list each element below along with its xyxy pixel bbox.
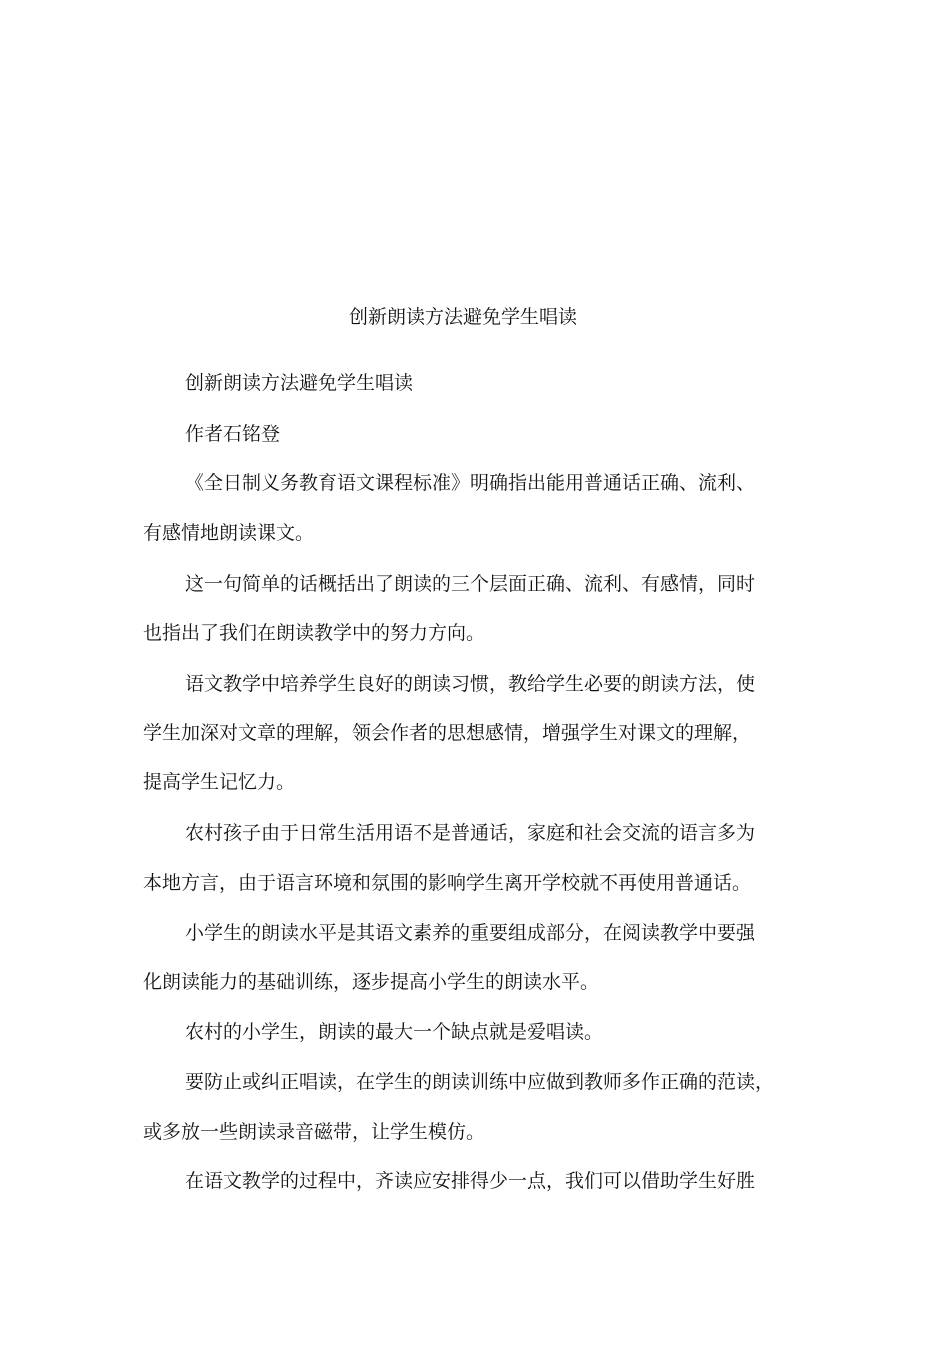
paragraph-line: 或多放一些朗读录音磁带，让学生模仿。 — [143, 1121, 486, 1143]
paragraph-line: 也指出了我们在朗读教学中的努力方向。 — [143, 622, 486, 644]
paragraph-line: 学生加深对文章的理解，领会作者的思想感情，增强学生对课文的理解， — [143, 722, 752, 744]
paragraph-line: 语文教学中培养学生良好的朗读习惯，教给学生必要的朗读方法，使 — [185, 673, 756, 695]
paragraph-line: 农村孩子由于日常生活用语不是普通话，家庭和社会交流的语言多为 — [185, 822, 756, 844]
subtitle-line: 创新朗读方法避免学生唱读 — [185, 372, 414, 394]
paragraph-line: 提高学生记忆力。 — [143, 771, 296, 793]
paragraph-line: 本地方言，由于语言环境和氛围的影响学生离开学校就不再使用普通话。 — [143, 872, 752, 894]
author-line: 作者石铭登 — [185, 423, 281, 445]
paragraph-line: 农村的小学生，朗读的最大一个缺点就是爱唱读。 — [185, 1021, 604, 1043]
document-title: 创新朗读方法避免学生唱读 — [348, 306, 577, 328]
paragraph-line: 《全日制义务教育语文课程标准》明确指出能用普通话正确、流利、 — [185, 472, 756, 494]
paragraph-line: 在语文教学的过程中，齐读应安排得少一点，我们可以借助学生好胜 — [185, 1170, 756, 1192]
paragraph-line: 有感情地朗读课文。 — [143, 522, 315, 544]
paragraph-line: 这一句简单的话概括出了朗读的三个层面正确、流利、有感情，同时 — [185, 573, 756, 595]
paragraph-line: 要防止或纠正唱读，在学生的朗读训练中应做到教师多作正确的范读， — [185, 1071, 775, 1093]
paragraph-line: 小学生的朗读水平是其语文素养的重要组成部分，在阅读教学中要强 — [185, 922, 756, 944]
paragraph-line: 化朗读能力的基础训练，逐步提高小学生的朗读水平。 — [143, 971, 600, 993]
